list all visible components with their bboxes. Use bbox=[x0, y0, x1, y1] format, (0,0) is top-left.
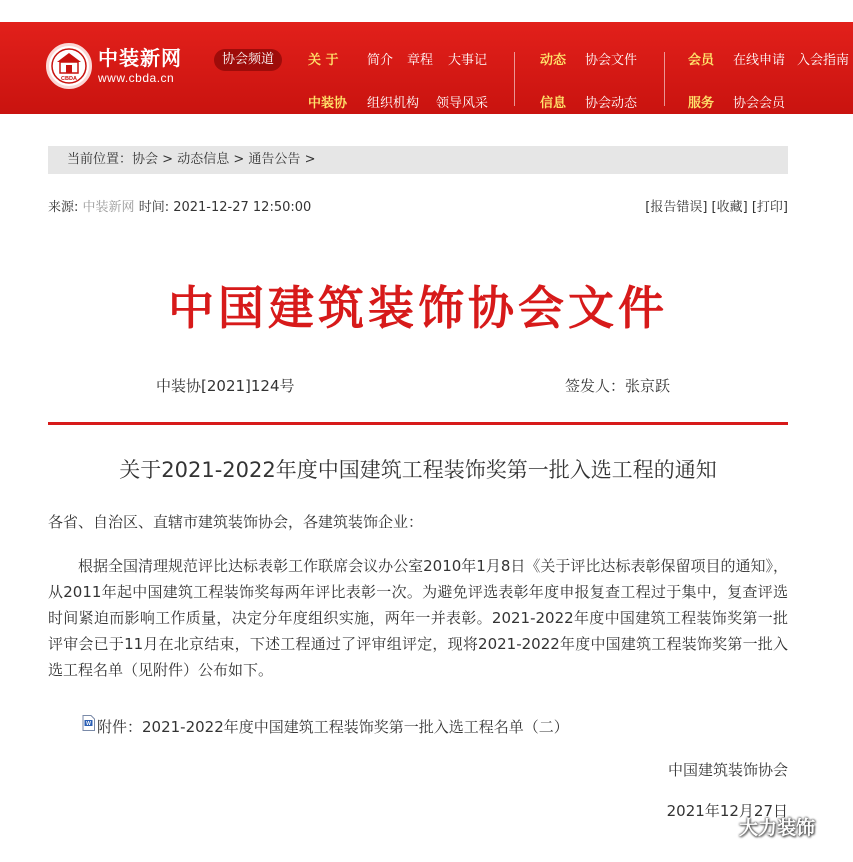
word-document-icon bbox=[82, 715, 95, 731]
site-url: www.cbda.cn bbox=[98, 71, 175, 85]
favorite-link[interactable]: [收藏] bbox=[711, 200, 748, 215]
breadcrumb-separator: > bbox=[304, 152, 316, 167]
nav-link-documents[interactable]: 协会文件 bbox=[585, 53, 638, 68]
nav-group-news-sublabel: 信息 bbox=[540, 96, 567, 111]
nav-link-activities[interactable]: 协会动态 bbox=[585, 96, 638, 111]
article-tools bbox=[645, 199, 788, 216]
nav-link-leaders[interactable]: 领导风采 bbox=[436, 96, 489, 111]
document-signer: 签发人：张京跃 bbox=[565, 377, 671, 395]
nav-link-apply[interactable]: 在线申请 bbox=[733, 53, 786, 68]
issue-date: 2021年12月27日 bbox=[666, 802, 788, 820]
svg-text:W: W bbox=[86, 721, 91, 727]
time-label: 时间: bbox=[138, 200, 170, 215]
nav-link-charter[interactable]: 章程 bbox=[407, 53, 434, 68]
body-paragraph: 根据全国清理规范评比达标表彰工作联席会议办公室2010年1月8日《关于评比达标表彰保留项目的通知》，从2011年起中国建筑工程装饰奖每两年评比表彰一次。为避免评选表彰年度申报复查工程过于集中，复查评选时间紧迫而影响工作质量，决定分年度组织实施，两年一并表彰。2021-2022年度中国建筑工程装饰奖第一批评审会已于11月在北京结束，下述工程通过了评审组评定，现将2021-2022年度中国建筑工程装饰奖第一批入选工程名单（见附件）公布如下。 bbox=[48, 557, 788, 679]
breadcrumb bbox=[48, 146, 788, 174]
document-number: 中装协[2021]124号 bbox=[156, 377, 295, 395]
breadcrumb-item-news[interactable]: 动态信息 bbox=[177, 152, 230, 167]
channel-badge[interactable]: 协会频道 bbox=[214, 49, 282, 71]
nav-link-milestones[interactable]: 大事记 bbox=[448, 53, 488, 68]
nav-divider bbox=[664, 52, 665, 106]
site-header bbox=[0, 22, 853, 114]
nav-group-about-label: 关 于 bbox=[308, 53, 339, 68]
wechat-icon bbox=[705, 815, 735, 839]
publish-time: 2021-12-27 12:50:00 bbox=[173, 200, 312, 215]
breadcrumb-item-notices[interactable]: 通告公告 bbox=[248, 152, 301, 167]
notice-title: 关于2021-2022年度中国建筑工程装饰奖第一批入选工程的通知 bbox=[119, 458, 717, 482]
issuer: 中国建筑装饰协会 bbox=[667, 761, 788, 779]
report-error-link[interactable]: [报告错误] bbox=[645, 200, 708, 215]
source-label: 来源: bbox=[48, 200, 79, 215]
site-logo[interactable] bbox=[46, 43, 182, 89]
nav-link-organization[interactable]: 组织机构 bbox=[367, 96, 420, 111]
attachment-link[interactable] bbox=[82, 716, 569, 738]
account-watermark bbox=[705, 813, 815, 840]
attachment-label: 附件：2021-2022年度中国建筑工程装饰奖第一批入选工程名单（二） bbox=[97, 718, 569, 736]
nav-group-about-sublabel: 中装协 bbox=[308, 96, 348, 111]
document-header-title: 中国建筑装饰协会文件 bbox=[168, 281, 668, 335]
nav-group-members-sublabel: 服务 bbox=[688, 96, 715, 111]
site-name: 中装新网 bbox=[98, 46, 182, 70]
red-divider bbox=[48, 422, 788, 425]
salutation: 各省、自治区、直辖市建筑装饰协会，各建筑装饰企业： bbox=[48, 513, 424, 531]
nav-divider bbox=[514, 52, 515, 106]
breadcrumb-prefix: 当前位置： bbox=[67, 152, 133, 167]
breadcrumb-item-association[interactable]: 协会 bbox=[132, 152, 159, 167]
source-link[interactable]: 中装新网 bbox=[82, 200, 135, 215]
nav-link-guide[interactable]: 入会指南 bbox=[797, 53, 850, 68]
nav-link-intro[interactable]: 简介 bbox=[367, 53, 394, 68]
nav-group-members-label: 会员 bbox=[688, 53, 715, 68]
logo-emblem-icon bbox=[46, 43, 92, 89]
breadcrumb-separator: > bbox=[233, 152, 245, 167]
article-meta bbox=[48, 199, 311, 216]
nav-group-news-label: 动态 bbox=[540, 53, 567, 68]
print-link[interactable]: [打印] bbox=[751, 200, 788, 215]
nav-link-member-list[interactable]: 协会会员 bbox=[733, 96, 786, 111]
logo-abbr: CBDA bbox=[61, 76, 77, 82]
watermark-text: 大力装饰 bbox=[739, 817, 816, 839]
breadcrumb-separator: > bbox=[162, 152, 174, 167]
